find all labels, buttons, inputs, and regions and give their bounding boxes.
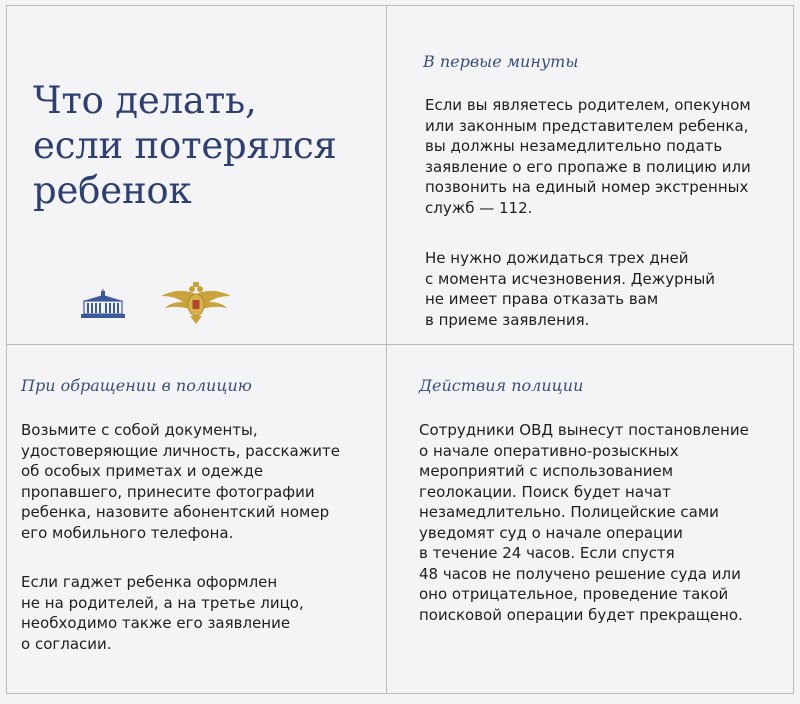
section-contacting-police bbox=[6, 344, 387, 694]
government-building-icon bbox=[80, 289, 126, 319]
police-eagle-emblem-icon bbox=[157, 280, 235, 326]
section-police-actions bbox=[386, 344, 794, 694]
section-title: При обращении в полицию bbox=[21, 376, 252, 395]
title-panel bbox=[6, 5, 387, 345]
section-title: В первые минуты bbox=[423, 52, 579, 71]
section-paragraph: Сотрудники ОВД вынесут постановление о начале оперативно-розыскных мероприятий с использованием геолокации. Поиск будет начат незамедлительно. Полицейские сами уведомят суд о начале операции в течение 24 часов. Если спустя 48 часов не получено решение суда или оно отрицательное, проведение такой поисковой операции будет прекращено. bbox=[419, 421, 749, 624]
section-paragraph: Если вы являетесь родителем, опекуном или законным представителем ребенка, вы должны незамедлительно подать заявление о его пропаже в полицию или позвонить на единый номер экстренных служб — 112. bbox=[425, 96, 751, 217]
section-title: Действия полиции bbox=[419, 376, 584, 395]
section-first-minutes bbox=[386, 5, 794, 345]
main-title: Что делать, если потерялся ребенок bbox=[33, 79, 337, 212]
section-paragraph: Если гаджет ребенка оформлен не на родителей, а на третье лицо, необходимо также его заявление о согласии. bbox=[21, 573, 304, 653]
section-paragraph: Не нужно дожидаться трех дней с момента исчезновения. Дежурный не имеет права отказать вам в приеме заявления. bbox=[425, 249, 716, 329]
section-paragraph: Возьмите с собой документы, удостоверяющие личность, расскажите об особых приметах и одежде пропавшего, принесите фотографии ребенка, назовите абонентский номер его мобильного телефона. bbox=[21, 421, 340, 542]
